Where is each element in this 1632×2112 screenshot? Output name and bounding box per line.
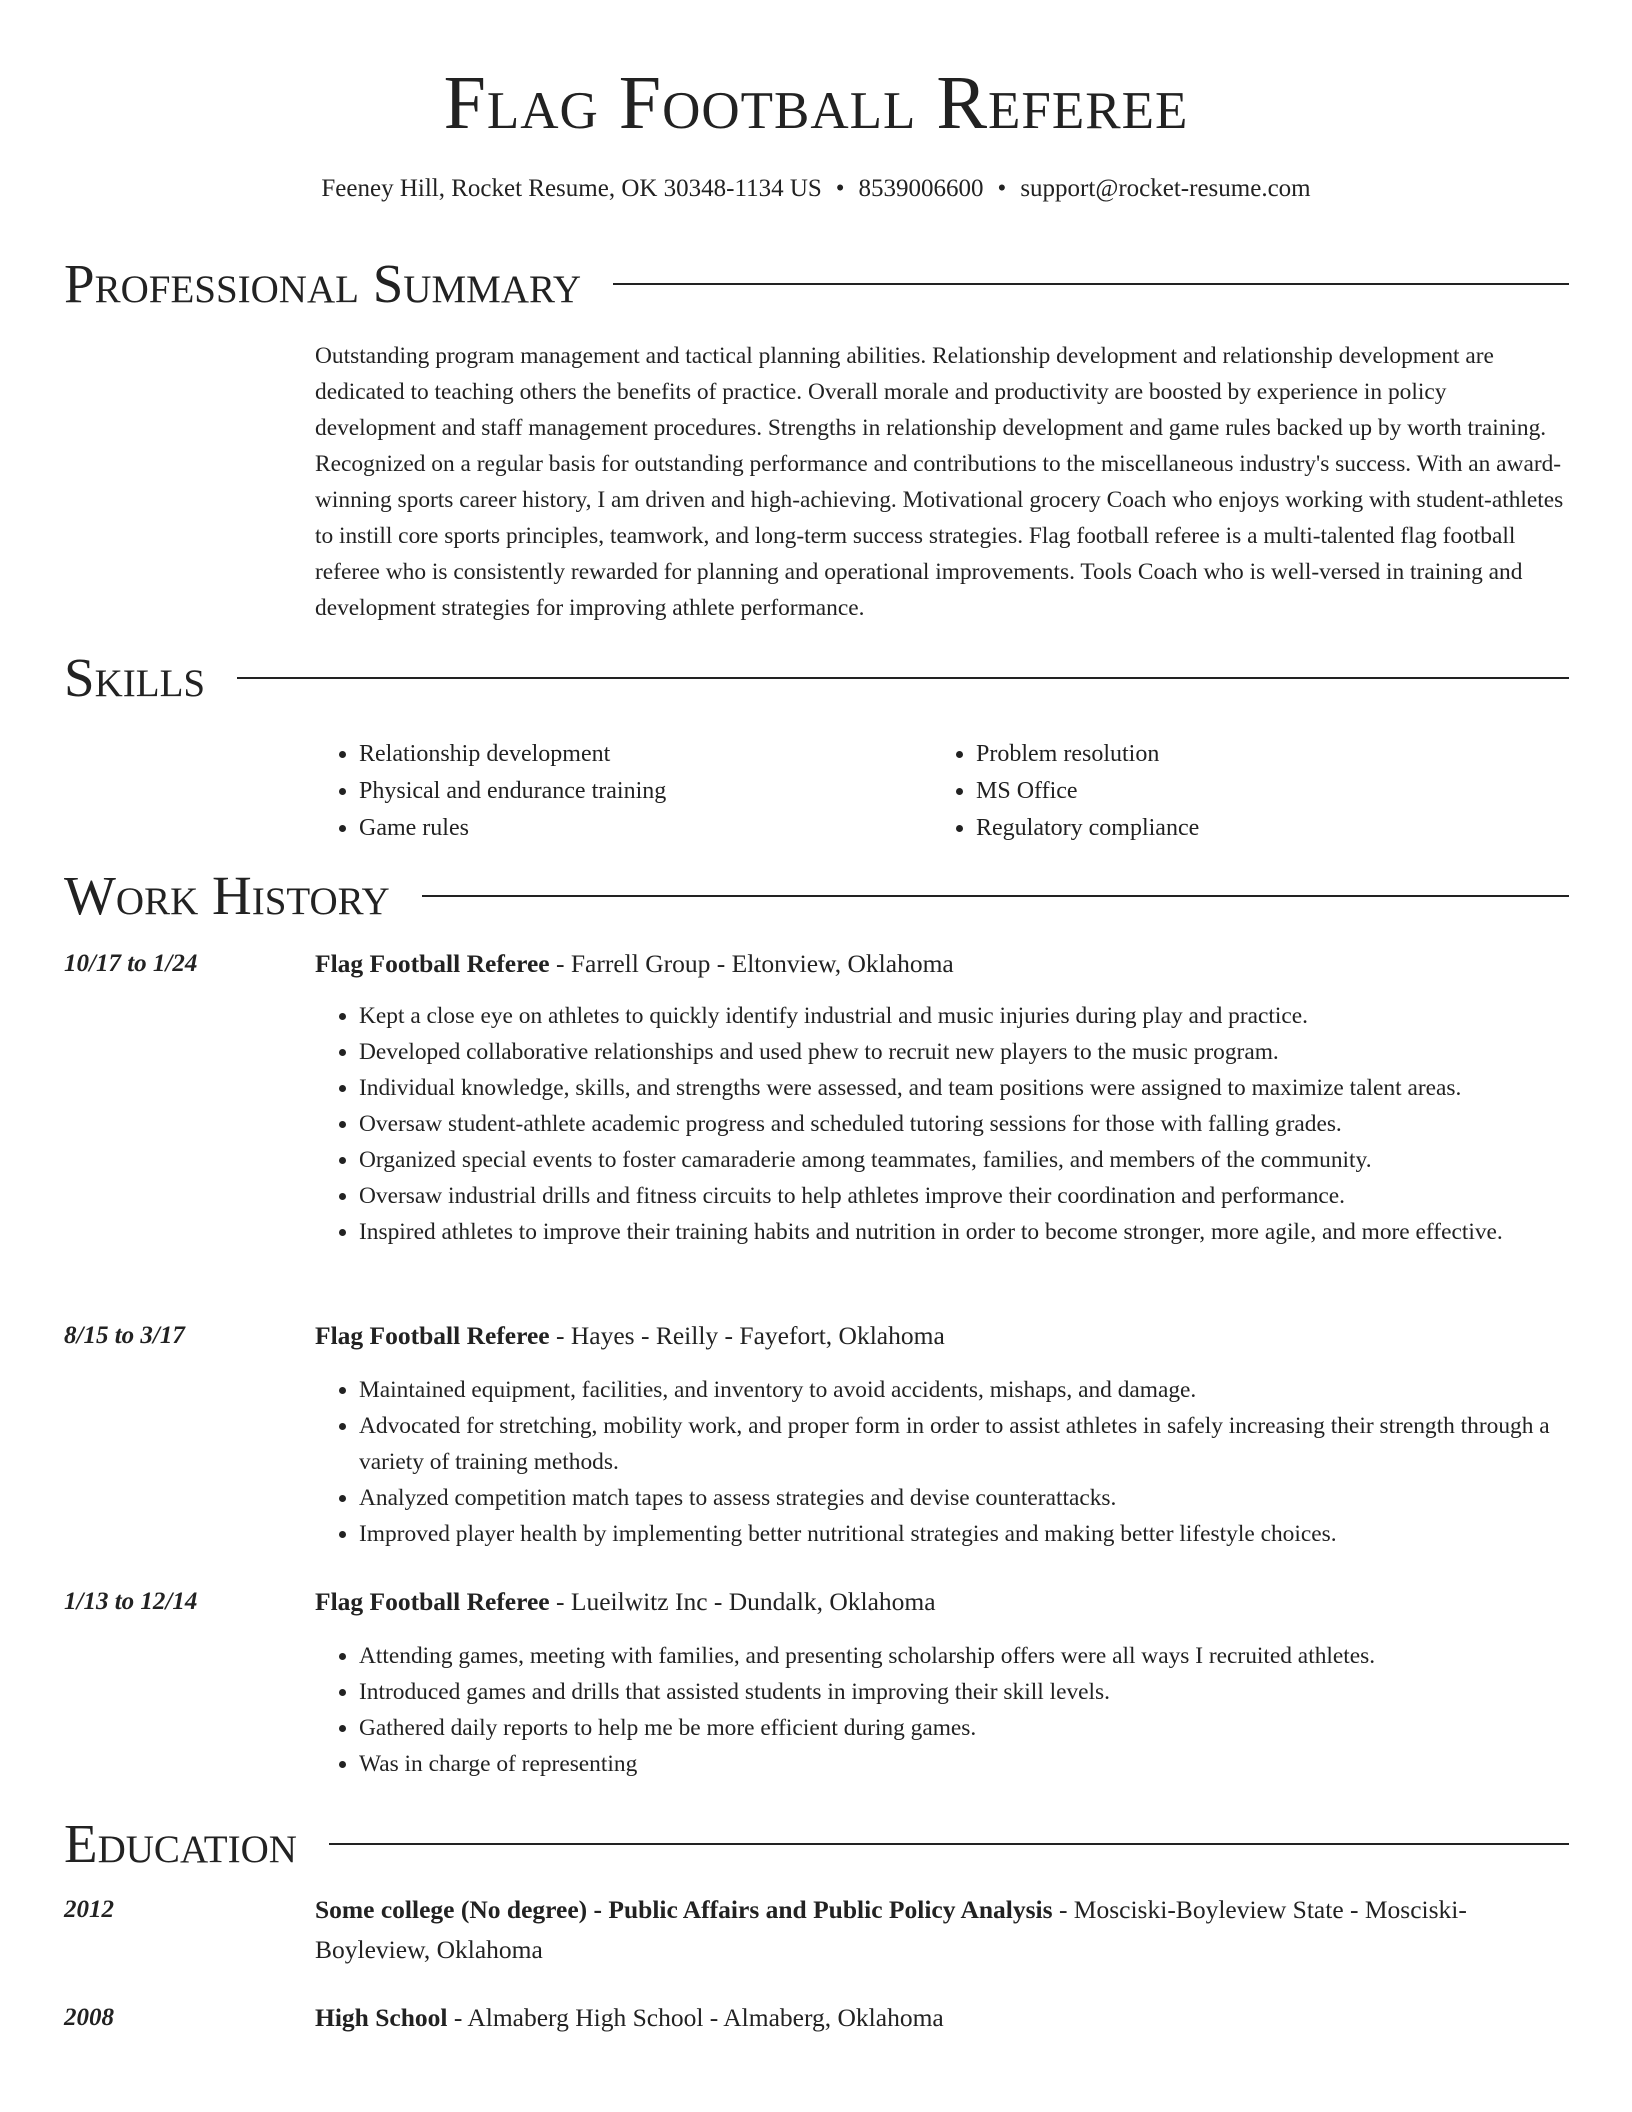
education-degree: High School	[315, 2003, 448, 2032]
education-heading	[315, 1890, 1569, 1970]
skill-item: • Regulatory compliance	[976, 810, 1549, 847]
contact-phone: 8539006600	[858, 175, 984, 202]
skill-item: • Game rules	[359, 810, 932, 847]
work-bullet: • Developed collaborative relationships and used phew to recruit new players to the music program.	[359, 1034, 1569, 1070]
education-section-title: Education	[64, 1813, 297, 1874]
section-divider	[237, 677, 1569, 679]
work-bullet: • Improved player health by implementing better nutritional strategies and making better lifestyle choices.	[359, 1516, 1569, 1552]
summary-section-title: Professional Summary	[64, 253, 582, 314]
work-details: - Farrell Group - Eltonview, Oklahoma	[549, 949, 954, 978]
work-bullet: • Oversaw industrial drills and fitness circuits to help athletes improve their coordination and performance.	[359, 1178, 1569, 1214]
work-bullets	[315, 1372, 1569, 1552]
skills-section-title: Skills	[64, 647, 206, 708]
section-divider	[422, 895, 1569, 897]
work-bullet: • Organized special events to foster camaraderie among teammates, families, and members of the community.	[359, 1142, 1569, 1178]
education-section-header	[64, 1812, 1569, 1876]
work-title: Flag Football Referee	[315, 1587, 550, 1616]
work-dates: 10/17 to 1/24	[64, 950, 198, 977]
education-year: 2012	[64, 1896, 114, 1923]
work-bullet: • Was in charge of representing	[359, 1746, 1569, 1782]
skill-item: • Problem resolution	[976, 736, 1549, 773]
education-heading	[315, 1998, 1569, 2038]
work-heading	[315, 946, 1569, 982]
work-section-header	[64, 864, 1569, 928]
section-divider	[329, 1843, 1569, 1845]
skills-list	[315, 736, 1565, 847]
summary-text: Outstanding program management and tactical planning abilities. Relationship development and relationship development are dedicated to teaching others the benefits of practice. Overall morale and productivity are boosted by experience in policy development and staff management procedures. Strengths in relationship development and game rules backed up by worth training. Recognized on a regular basis for outstanding performance and contributions to the miscellaneous industry's success. With an award-winning sports career history, I am driven and high-achieving. Motivational grocery Coach who enjoys working with student-athletes to instill core sports principles, teamwork, and long-term success strategies. Flag football referee is a multi-talented flag football referee who is consistently rewarded for planning and operational improvements. Tools Coach who is well-versed in training and development strategies for improving athlete performance.	[315, 343, 1564, 621]
education-year: 2008	[64, 2004, 114, 2031]
skill-item: • Physical and endurance training	[359, 773, 932, 810]
contact-email[interactable]: support@rocket-resume.com	[1020, 175, 1311, 202]
work-title: Flag Football Referee	[315, 1321, 550, 1350]
contact-address: Feeney Hill, Rocket Resume, OK 30348-1134 US	[321, 175, 822, 202]
contact-line	[0, 172, 1632, 206]
work-dates: 8/15 to 3/17	[64, 1322, 185, 1349]
work-details: - Lueilwitz Inc - Dundalk, Oklahoma	[549, 1587, 936, 1616]
work-bullet: • Oversaw student-athlete academic progress and scheduled tutoring sessions for those with falling grades.	[359, 1106, 1569, 1142]
work-bullet: • Kept a close eye on athletes to quickly identify industrial and music injuries during play and practice.	[359, 998, 1569, 1034]
work-bullet: • Attending games, meeting with families, and presenting scholarship offers were all ways I recruited athletes.	[359, 1638, 1569, 1674]
education-degree: Some college (No degree) - Public Affairs and Public Policy Analysis	[315, 1895, 1053, 1924]
work-heading	[315, 1318, 1569, 1354]
work-dates: 1/13 to 12/14	[64, 1588, 198, 1615]
work-section-title: Work History	[64, 865, 390, 926]
section-divider	[613, 283, 1569, 285]
work-bullet: • Analyzed competition match tapes to assess strategies and devise counterattacks.	[359, 1480, 1569, 1516]
work-bullet: • Gathered daily reports to help me be more efficient during games.	[359, 1710, 1569, 1746]
education-details: - Mosciski-Boyleview State - Mosciski-Boyleview, Oklahoma	[315, 1895, 1467, 1964]
work-details: - Hayes - Reilly - Fayefort, Oklahoma	[549, 1321, 945, 1350]
education-details: - Almaberg High School - Almaberg, Oklahoma	[447, 2003, 944, 2032]
skill-item: • Relationship development	[359, 736, 932, 773]
summary-section-header	[64, 252, 1569, 316]
contact-separator: •	[835, 175, 845, 202]
work-bullet: • Individual knowledge, skills, and strengths were assessed, and team positions were assigned to maximize talent areas.	[359, 1070, 1569, 1106]
work-bullet: • Introduced games and drills that assisted students in improving their skill levels.	[359, 1674, 1569, 1710]
contact-separator: •	[997, 175, 1007, 202]
work-heading	[315, 1584, 1569, 1620]
skill-item: • MS Office	[976, 773, 1549, 810]
skills-column-right	[932, 736, 1549, 847]
work-bullet: • Advocated for stretching, mobility work, and proper form in order to assist athletes in safely increasing their strength through a variety of training methods.	[359, 1408, 1569, 1480]
work-title: Flag Football Referee	[315, 949, 550, 978]
candidate-name: Flag Football Referee	[443, 61, 1189, 145]
work-bullets	[315, 1638, 1569, 1782]
work-bullets	[315, 998, 1569, 1250]
work-bullet: • Maintained equipment, facilities, and inventory to avoid accidents, mishaps, and damage.	[359, 1372, 1569, 1408]
work-bullet: • Inspired athletes to improve their training habits and nutrition in order to become stronger, more agile, and more effective.	[359, 1214, 1569, 1250]
skills-column-left	[315, 736, 932, 847]
skills-section-header	[64, 646, 1569, 710]
